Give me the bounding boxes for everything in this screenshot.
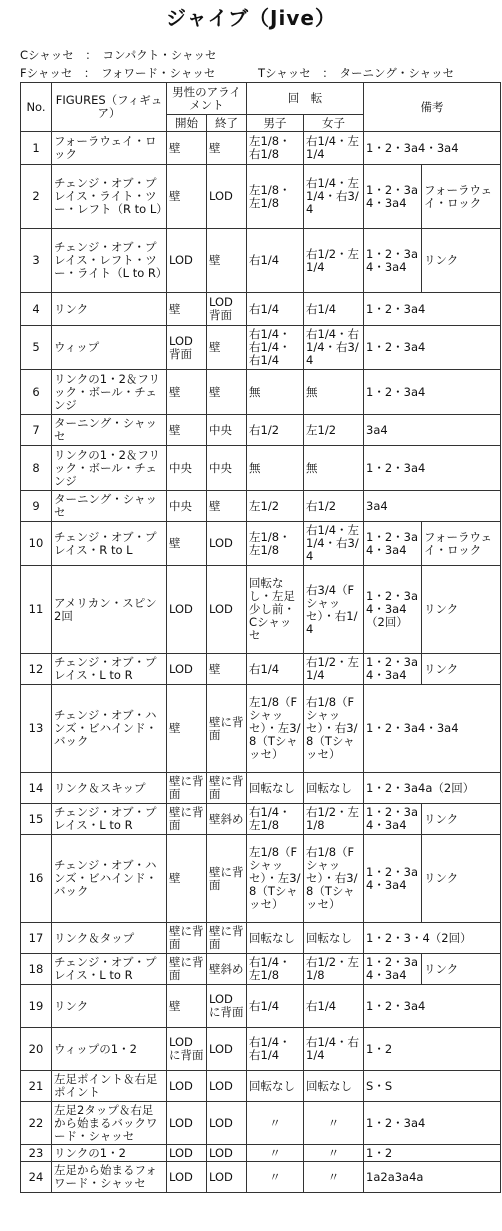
count-cell: 1・2・3a4 bbox=[364, 446, 501, 491]
figure-name: フォーラウェイ・ロック bbox=[52, 132, 167, 165]
rotation-man: 右1/4・右1/4・右1/4 bbox=[247, 326, 304, 370]
figure-name: チェンジ・オブ・プレイス・L to R bbox=[52, 654, 167, 685]
figure-name: ターニング・シャッセ bbox=[52, 491, 167, 522]
remark-note: フォーラウェイ・ロック bbox=[422, 165, 501, 229]
header-figures: FIGURES（フィギュア） bbox=[52, 83, 167, 132]
rotation-man: 回転なし bbox=[247, 1071, 304, 1102]
table-row bbox=[21, 165, 501, 229]
alignment-start: 中央 bbox=[167, 446, 207, 491]
alignment-start: 壁 bbox=[167, 985, 207, 1028]
header-woman: 女子 bbox=[304, 115, 364, 132]
header-rotation: 回 転 bbox=[247, 83, 364, 115]
alignment-end: LODに背面 bbox=[207, 985, 247, 1028]
alignment-end: 中央 bbox=[207, 446, 247, 491]
count-cell: 1・2・3a4・3a4 bbox=[364, 654, 422, 685]
alignment-start: LOD bbox=[167, 1102, 207, 1145]
rotation-man: 右1/4 bbox=[247, 985, 304, 1028]
alignment-end: LOD bbox=[207, 566, 247, 654]
alignment-end: LOD bbox=[207, 165, 247, 229]
row-number: 16 bbox=[21, 835, 52, 923]
row-number: 21 bbox=[21, 1071, 52, 1102]
header-alignment: 男性のアライメント bbox=[167, 83, 247, 115]
rotation-woman: 右1/4・左1/4・右3/4 bbox=[304, 522, 364, 566]
row-number: 2 bbox=[21, 165, 52, 229]
alignment-start: 壁に背面 bbox=[167, 954, 207, 985]
row-number: 1 bbox=[21, 132, 52, 165]
figure-name: リンク bbox=[52, 293, 167, 326]
rotation-woman: 右1/2・左1/4 bbox=[304, 654, 364, 685]
remark-note: リンク bbox=[422, 835, 501, 923]
header-start: 開始 bbox=[167, 115, 207, 132]
alignment-start: 壁 bbox=[167, 415, 207, 446]
rotation-man: 右1/4・左1/8 bbox=[247, 954, 304, 985]
header-remarks: 備考 bbox=[364, 83, 501, 132]
table-row bbox=[21, 132, 501, 165]
count-cell: 3a4 bbox=[364, 415, 501, 446]
row-number: 14 bbox=[21, 773, 52, 804]
remark-note: リンク bbox=[422, 804, 501, 835]
legend-f-chasse: Fシャッセ ： フォワード・シャッセ bbox=[20, 66, 216, 80]
rotation-man: 〃 bbox=[247, 1162, 304, 1193]
rotation-woman: 右1/8（Fシャッセ）・右3/8（Tシャッセ） bbox=[304, 835, 364, 923]
alignment-end: LOD bbox=[207, 1028, 247, 1071]
figure-name: ウィップ bbox=[52, 326, 167, 370]
figure-name: チェンジ・オブ・ハンズ・ビハインド・バック bbox=[52, 835, 167, 923]
rotation-man: 右1/4・右1/4 bbox=[247, 1028, 304, 1071]
figure-name: リンク bbox=[52, 985, 167, 1028]
rotation-man: 無 bbox=[247, 370, 304, 415]
table-row bbox=[21, 229, 501, 293]
figure-name: リンクの1・2 bbox=[52, 1145, 167, 1162]
table-row bbox=[21, 923, 501, 954]
page-title: ジャイブ（Jive） bbox=[166, 6, 336, 30]
rotation-man: 〃 bbox=[247, 1145, 304, 1162]
row-number: 4 bbox=[21, 293, 52, 326]
rotation-woman: 右1/4 bbox=[304, 985, 364, 1028]
remark-note: リンク bbox=[422, 566, 501, 654]
alignment-start: 壁 bbox=[167, 835, 207, 923]
count-cell: 1・2・3a4・3a4 bbox=[364, 165, 422, 229]
count-cell: 1・2・3a4 bbox=[364, 293, 501, 326]
figure-name: チェンジ・オブ・ハンズ・ビハインド・バック bbox=[52, 685, 167, 773]
alignment-start: 壁に背面 bbox=[167, 804, 207, 835]
count-cell: 1・2・3a4・3a4 bbox=[364, 132, 501, 165]
alignment-start: 壁に背面 bbox=[167, 923, 207, 954]
figure-name: チェンジ・オブ・プレイス・R to L bbox=[52, 522, 167, 566]
table-row bbox=[21, 1102, 501, 1145]
rotation-woman: 右1/4・右1/4 bbox=[304, 1028, 364, 1071]
alignment-end: 壁斜め bbox=[207, 954, 247, 985]
count-cell: S・S bbox=[364, 1071, 501, 1102]
figures-table bbox=[20, 82, 501, 1193]
count-cell: 1・2・3a4・3a4 bbox=[364, 835, 422, 923]
alignment-start: LOD bbox=[167, 654, 207, 685]
header-man: 男子 bbox=[247, 115, 304, 132]
alignment-end: 壁に背面 bbox=[207, 685, 247, 773]
count-cell: 1・2・3a4・3a4 bbox=[364, 229, 422, 293]
figure-name: アメリカン・スピン 2回 bbox=[52, 566, 167, 654]
rotation-man: 回転なし bbox=[247, 923, 304, 954]
rotation-man: 〃 bbox=[247, 1102, 304, 1145]
alignment-start: 壁 bbox=[167, 685, 207, 773]
alignment-end: 壁 bbox=[207, 654, 247, 685]
alignment-start: 壁 bbox=[167, 165, 207, 229]
row-number: 10 bbox=[21, 522, 52, 566]
table-row bbox=[21, 293, 501, 326]
table-row bbox=[21, 804, 501, 835]
alignment-start: 壁 bbox=[167, 522, 207, 566]
table-row bbox=[21, 1028, 501, 1071]
alignment-start: LOD背面 bbox=[167, 326, 207, 370]
alignment-end: 壁に背面 bbox=[207, 923, 247, 954]
rotation-woman: 〃 bbox=[304, 1162, 364, 1193]
figure-name: チェンジ・オブ・プレイス・L to R bbox=[52, 954, 167, 985]
table-row bbox=[21, 1162, 501, 1193]
remark-note: リンク bbox=[422, 654, 501, 685]
rotation-man: 右1/4 bbox=[247, 654, 304, 685]
table-row bbox=[21, 835, 501, 923]
alignment-end: 壁に背面 bbox=[207, 773, 247, 804]
figure-name: リンクの1・2＆フリック・ボール・チェンジ bbox=[52, 370, 167, 415]
row-number: 23 bbox=[21, 1145, 52, 1162]
alignment-end: LOD bbox=[207, 522, 247, 566]
figure-name: 左足ポイント＆右足ポイント bbox=[52, 1071, 167, 1102]
table-row bbox=[21, 522, 501, 566]
table-row bbox=[21, 370, 501, 415]
row-number: 5 bbox=[21, 326, 52, 370]
alignment-end: LOD bbox=[207, 1071, 247, 1102]
rotation-woman: 右1/4・左1/4・右3/4 bbox=[304, 165, 364, 229]
figure-name: リンク＆タップ bbox=[52, 923, 167, 954]
figure-name: チェンジ・オブ・プレイス・レフト・ツー・ライト（L to R） bbox=[52, 229, 167, 293]
count-cell: 1a2a3a4a bbox=[364, 1162, 501, 1193]
row-number: 15 bbox=[21, 804, 52, 835]
row-number: 6 bbox=[21, 370, 52, 415]
rotation-woman: 左1/2 bbox=[304, 415, 364, 446]
remark-note: リンク bbox=[422, 954, 501, 985]
alignment-start: LOD bbox=[167, 229, 207, 293]
figure-name: チェンジ・オブ・プレイス・L to R bbox=[52, 804, 167, 835]
header-end: 終了 bbox=[207, 115, 247, 132]
table-row bbox=[21, 654, 501, 685]
alignment-end: LOD背面 bbox=[207, 293, 247, 326]
table-row bbox=[21, 1145, 501, 1162]
count-cell: 1・2・3a4 bbox=[364, 370, 501, 415]
alignment-start: 壁に背面 bbox=[167, 773, 207, 804]
alignment-start: LOD bbox=[167, 1162, 207, 1193]
legend-c-chasse: Cシャッセ ： コンパクト・シャッセ bbox=[20, 48, 217, 62]
alignment-end: 壁 bbox=[207, 491, 247, 522]
table-row bbox=[21, 1071, 501, 1102]
rotation-woman: 無 bbox=[304, 370, 364, 415]
alignment-end: 中央 bbox=[207, 415, 247, 446]
alignment-end: 壁 bbox=[207, 132, 247, 165]
rotation-woman: 右1/4・右1/4・右3/4 bbox=[304, 326, 364, 370]
table-row bbox=[21, 326, 501, 370]
row-number: 7 bbox=[21, 415, 52, 446]
count-cell: 1・2・3a4・3a4 bbox=[364, 954, 422, 985]
row-number: 11 bbox=[21, 566, 52, 654]
row-number: 20 bbox=[21, 1028, 52, 1071]
count-cell: 1・2・3a4 bbox=[364, 985, 501, 1028]
count-cell: 1・2・3a4 bbox=[364, 326, 501, 370]
rotation-man: 右1/4・左1/8 bbox=[247, 804, 304, 835]
alignment-end: LOD bbox=[207, 1162, 247, 1193]
figure-name: 左足2タップ＆右足から始まるバックワード・シャッセ bbox=[52, 1102, 167, 1145]
rotation-man: 左1/8（Fシャッセ）・左3/8（Tシャッセ） bbox=[247, 685, 304, 773]
table-row bbox=[21, 446, 501, 491]
alignment-end: 壁 bbox=[207, 326, 247, 370]
rotation-woman: 〃 bbox=[304, 1145, 364, 1162]
rotation-woman: 右3/4（Fシャッセ）・右1/4 bbox=[304, 566, 364, 654]
rotation-woman: 回転なし bbox=[304, 1071, 364, 1102]
alignment-start: 壁 bbox=[167, 293, 207, 326]
table-row bbox=[21, 954, 501, 985]
rotation-man: 左1/8・右1/8 bbox=[247, 132, 304, 165]
count-cell: 1・2 bbox=[364, 1028, 501, 1071]
rotation-woman: 右1/2・左1/4 bbox=[304, 229, 364, 293]
remark-note: フォーラウェイ・ロック bbox=[422, 522, 501, 566]
row-number: 13 bbox=[21, 685, 52, 773]
alignment-end: LOD bbox=[207, 1145, 247, 1162]
figure-name: 左足から始まるフォワード・シャッセ bbox=[52, 1162, 167, 1193]
figure-name: ウィップの1・2 bbox=[52, 1028, 167, 1071]
table-row bbox=[21, 566, 501, 654]
rotation-man: 左1/8（Fシャッセ）・左3/8（Tシャッセ） bbox=[247, 835, 304, 923]
rotation-woman: 回転なし bbox=[304, 773, 364, 804]
alignment-end: LOD bbox=[207, 1102, 247, 1145]
count-cell: 1・2・3a4・3a4 bbox=[364, 804, 422, 835]
rotation-woman: 右1/2・左1/8 bbox=[304, 804, 364, 835]
rotation-woman: 右1/2・左1/8 bbox=[304, 954, 364, 985]
header-no: No. bbox=[21, 83, 52, 132]
count-cell: 1・2・3a4・3a4 bbox=[364, 522, 422, 566]
rotation-woman: 右1/8（Fシャッセ）・右3/8（Tシャッセ） bbox=[304, 685, 364, 773]
count-cell: 1・2・3・4（2回） bbox=[364, 923, 501, 954]
alignment-start: LOD bbox=[167, 566, 207, 654]
row-number: 19 bbox=[21, 985, 52, 1028]
rotation-man: 右1/4 bbox=[247, 229, 304, 293]
rotation-man: 無 bbox=[247, 446, 304, 491]
rotation-woman: 〃 bbox=[304, 1102, 364, 1145]
table-row bbox=[21, 773, 501, 804]
rotation-man: 回転なし・左足少し前・Cシャッセ bbox=[247, 566, 304, 654]
count-cell: 3a4 bbox=[364, 491, 501, 522]
table-row bbox=[21, 491, 501, 522]
alignment-start: LOD bbox=[167, 1145, 207, 1162]
alignment-end: 壁 bbox=[207, 370, 247, 415]
alignment-end: 壁に背面 bbox=[207, 835, 247, 923]
alignment-end: 壁 bbox=[207, 229, 247, 293]
table-row bbox=[21, 415, 501, 446]
alignment-start: LODに背面 bbox=[167, 1028, 207, 1071]
remark-note: リンク bbox=[422, 229, 501, 293]
rotation-woman: 回転なし bbox=[304, 923, 364, 954]
table-row bbox=[21, 685, 501, 773]
rotation-man: 左1/2 bbox=[247, 491, 304, 522]
figure-name: ターニング・シャッセ bbox=[52, 415, 167, 446]
rotation-man: 右1/4 bbox=[247, 293, 304, 326]
table-row bbox=[21, 985, 501, 1028]
count-cell: 1・2・3a4・3a4 bbox=[364, 685, 501, 773]
alignment-start: 壁 bbox=[167, 370, 207, 415]
figure-name: チェンジ・オブ・プレイス・ライト・ツー・レフト（R to L） bbox=[52, 165, 167, 229]
row-number: 12 bbox=[21, 654, 52, 685]
row-number: 9 bbox=[21, 491, 52, 522]
row-number: 18 bbox=[21, 954, 52, 985]
row-number: 8 bbox=[21, 446, 52, 491]
rotation-man: 回転なし bbox=[247, 773, 304, 804]
row-number: 17 bbox=[21, 923, 52, 954]
rotation-woman: 無 bbox=[304, 446, 364, 491]
rotation-woman: 右1/4・左1/4 bbox=[304, 132, 364, 165]
legend-t-chasse: Tシャッセ ： ターニング・シャッセ bbox=[258, 66, 455, 80]
rotation-man: 左1/8・左1/8 bbox=[247, 165, 304, 229]
figure-name: リンクの1・2＆フリック・ボール・チェンジ bbox=[52, 446, 167, 491]
row-number: 3 bbox=[21, 229, 52, 293]
rotation-woman: 右1/4 bbox=[304, 293, 364, 326]
count-cell: 1・2・3a4 bbox=[364, 1102, 501, 1145]
alignment-start: LOD bbox=[167, 1071, 207, 1102]
alignment-start: 中央 bbox=[167, 491, 207, 522]
row-number: 24 bbox=[21, 1162, 52, 1193]
rotation-man: 左1/8・左1/8 bbox=[247, 522, 304, 566]
alignment-start: 壁 bbox=[167, 132, 207, 165]
rotation-woman: 右1/2 bbox=[304, 491, 364, 522]
count-cell: 1・2 bbox=[364, 1145, 501, 1162]
rotation-man: 右1/2 bbox=[247, 415, 304, 446]
figure-name: リンク＆スキップ bbox=[52, 773, 167, 804]
count-cell: 1・2・3a4・3a4（2回） bbox=[364, 566, 422, 654]
alignment-end: 壁斜め bbox=[207, 804, 247, 835]
row-number: 22 bbox=[21, 1102, 52, 1145]
count-cell: 1・2・3a4a（2回） bbox=[364, 773, 501, 804]
